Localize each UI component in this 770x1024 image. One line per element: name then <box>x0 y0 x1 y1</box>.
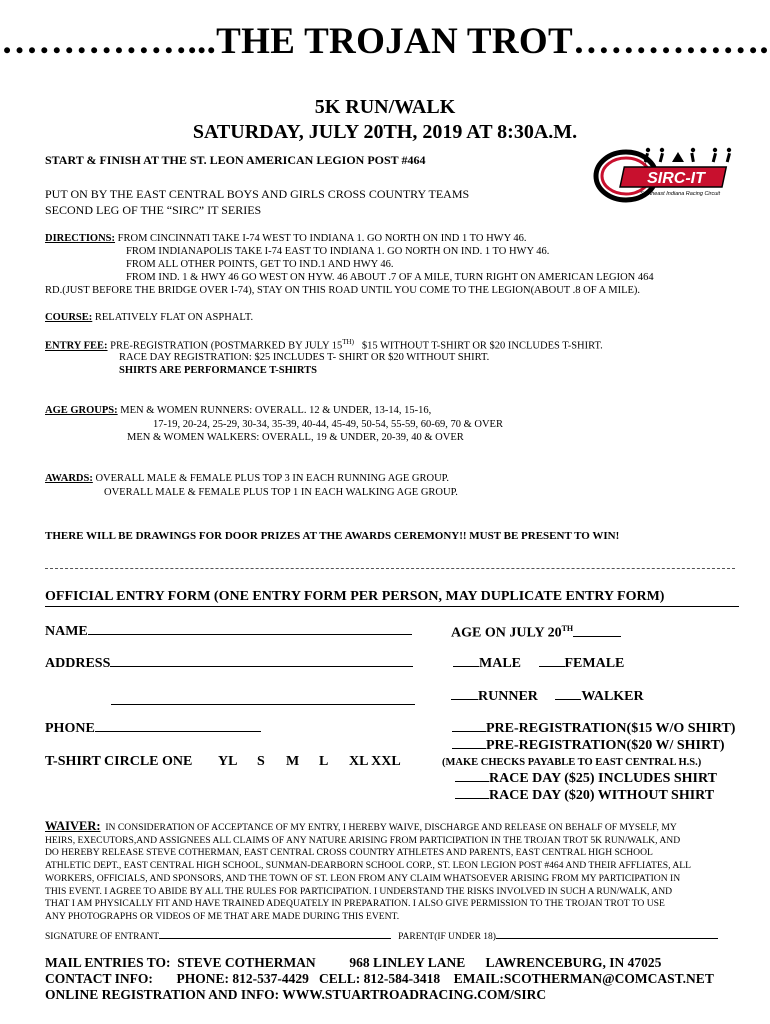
address-row: ADDRESS <box>45 656 413 672</box>
entrant-signature-field[interactable] <box>159 938 391 939</box>
event-date: SATURDAY, JULY 20TH, 2019 AT 8:30A.M. <box>192 121 578 143</box>
course-label: COURSE: <box>45 312 93 323</box>
event-type: 5K RUN/WALK <box>314 96 456 118</box>
waiver-line-2: HEIRS, EXECUTORS,AND ASSIGNEES ALL CLAIMS OF ANY NATURE ARISING FROM PARTICIPATION IN THE TROJAN TROT 5K RUN/WALK, AND <box>45 834 681 846</box>
signature-row: SIGNATURE OF ENTRANT PARENT(IF UNDER 18) <box>45 932 718 942</box>
age-groups-label: AGE GROUPS: <box>45 405 118 416</box>
age-groups-line-3: MEN & WOMEN WALKERS: OVERALL, 19 & UNDER, 20-39, 40 & OVER <box>127 432 464 443</box>
prereg-option-2: PRE-REGISTRATION($20 W/ SHIRT) <box>452 738 725 754</box>
course: COURSE: RELATIVELY FLAT ON ASPHALT. <box>45 312 254 323</box>
age-groups-line-2: 17-19, 20-24, 25-29, 30-34, 35-39, 40-44, 45-49, 50-54, 55-59, 60-69, 70 & OVER <box>153 419 503 430</box>
age-groups-line-1: AGE GROUPS: MEN & WOMEN RUNNERS: OVERALL. 12 & UNDER, 13-14, 15-16, <box>45 405 432 416</box>
contact-info: CONTACT INFO: PHONE: 812-537-4429 CELL: 812-584-3418 EMAIL:SCOTHERMAN@COMCAST.NET <box>45 971 714 986</box>
phone-row: PHONE <box>45 721 261 737</box>
raceday-20-checkbox[interactable] <box>455 798 489 799</box>
name-row: NAME <box>45 624 412 640</box>
sirc-it-logo <box>590 140 740 206</box>
page-title: ……………...THE TROJAN TROT……………. <box>1 21 769 62</box>
directions-line-2: FROM INDIANAPOLIS TAKE I-74 EAST TO INDIANA 1. GO NORTH ON IND. 1 TO HWY 46. <box>126 246 550 257</box>
address-line-2 <box>111 690 415 710</box>
raceday-25-checkbox[interactable] <box>455 781 489 782</box>
waiver-line-8: ANY PHOTOGRAPHS OR VIDEOS OF ME THAT ARE MADE DURING THIS EVENT. <box>45 910 400 922</box>
heading-rule <box>45 606 739 607</box>
waiver-label: WAIVER: <box>45 819 101 833</box>
male-checkbox[interactable] <box>453 666 479 667</box>
name-field[interactable] <box>88 634 412 635</box>
prereg-20-checkbox[interactable] <box>452 748 486 749</box>
waiver-line-7: THAT I AM PHYSICALLY FIT AND HAVE TRAINED ADEQUATELY IN PREPARATION. I ALSO GIVE PERMISSION TO THE TROJAN TROT TO USE <box>45 898 665 910</box>
category-row: RUNNER WALKER <box>451 689 644 705</box>
cut-line <box>45 568 735 569</box>
waiver-line-4: ATHLETIC DEPT., EAST CENTRAL HIGH SCHOOL, SUNMAN-DEARBORN SCHOOL CORP., ST. LEON LEGION POST #464 AND THEIR AFFLIATES, ALL <box>45 860 691 872</box>
waiver-line-3: DO HEREBY RELEASE STEVE COTHERMAN, EAST CENTRAL CROSS COUNTRY ATHLETES AND PARENTS, EAST CENTRAL HIGH SCHOOL <box>45 847 653 859</box>
prereg-option-1: PRE-REGISTRATION($15 W/O SHIRT) <box>452 721 735 737</box>
logo-tagline: Southeast Indiana Racing Circuit <box>639 191 721 197</box>
walker-checkbox[interactable] <box>555 699 581 700</box>
address-field-2[interactable] <box>111 690 415 705</box>
size-l[interactable]: L <box>319 754 329 769</box>
prereg-15-checkbox[interactable] <box>452 731 486 732</box>
female-checkbox[interactable] <box>539 666 565 667</box>
awards-line-2: OVERALL MALE & FEMALE PLUS TOP 1 IN EACH WALKING AGE GROUP. <box>104 487 458 498</box>
directions-line-5: RD.(JUST BEFORE THE BRIDGE OVER I-74), STAY ON THIS ROAD UNTIL YOU COME TO THE LEGION(ABOUT .8 OF A MILE). <box>45 285 641 296</box>
size-s[interactable]: S <box>257 754 265 769</box>
raceday-option-2: RACE DAY ($20) WITHOUT SHIRT <box>455 788 714 804</box>
awards-line-1: AWARDS: OVERALL MALE & FEMALE PLUS TOP 3 IN EACH RUNNING AGE GROUP. <box>45 473 449 484</box>
mail-entries: MAIL ENTRIES TO: STEVE COTHERMAN 968 LINLEY LANE LAWRENCEBURG, IN 47025 <box>45 955 662 970</box>
phone-field[interactable] <box>95 731 261 732</box>
online-registration: ONLINE REGISTRATION AND INFO: WWW.STUARTROADRACING.COM/SIRC <box>45 987 547 1002</box>
age-field[interactable] <box>573 636 621 637</box>
size-xl-xxl[interactable]: XL XXL <box>349 754 401 769</box>
checks-payable-note: (MAKE CHECKS PAYABLE TO EAST CENTRAL H.S.) <box>442 757 702 768</box>
second-leg: SECOND LEG OF THE “SIRC” IT SERIES <box>45 203 262 217</box>
size-m[interactable]: M <box>286 754 300 769</box>
entry-fee-line-3: SHIRTS ARE PERFORMANCE T-SHIRTS <box>119 365 317 376</box>
waiver <box>45 820 691 924</box>
entry-fee-label: ENTRY FEE: <box>45 340 108 352</box>
awards-label: AWARDS: <box>45 473 93 484</box>
waiver-line-5: WORKERS, OFFICIALS, AND SPONSORS, AND THE TOWN OF ST. LEON FROM ANY CLAIM WHATSOEVER ARISING FROM MY PARTICIPATION IN <box>45 872 681 884</box>
address-field[interactable] <box>110 666 413 667</box>
directions-label: DIRECTIONS: <box>45 233 116 244</box>
gender-row: MALE FEMALE <box>453 656 624 672</box>
waiver-line-1: WAIVER: IN CONSIDERATION OF ACCEPTANCE OF MY ENTRY, I HEREBY WAIVE, DISCHARGE AND RELEASE ON BEHALF OF MYSELF, MY <box>45 819 677 833</box>
waiver-line-6: THIS EVENT. I AGREE TO ABIDE BY ALL THE RULES FOR PARTICIPATION. I UNDERSTAND THE RISKS INVOLVED IN SUCH A RUN/WALK, AND <box>45 885 673 897</box>
size-yl[interactable]: YL <box>218 754 238 769</box>
entry-fee-line-2: RACE DAY REGISTRATION: $25 INCLUDES T- SHIRT OR $20 WITHOUT SHIRT. <box>119 352 490 363</box>
directions-line-3: FROM ALL OTHER POINTS, GET TO IND.1 AND HWY 46. <box>126 259 394 270</box>
start-finish: START & FINISH AT THE ST. LEON AMERICAN LEGION POST #464 <box>45 153 426 167</box>
directions-line-4: FROM IND. 1 & HWY 46 GO WEST ON HYW. 46 ABOUT .7 OF A MILE, TURN RIGHT ON AMERICAN LEGION 464 <box>126 272 654 283</box>
runner-checkbox[interactable] <box>451 699 478 700</box>
tshirt-label: T-SHIRT CIRCLE ONE <box>45 754 193 769</box>
raceday-option-1: RACE DAY ($25) INCLUDES SHIRT <box>455 771 717 787</box>
put-on-by: PUT ON BY THE EAST CENTRAL BOYS AND GIRLS CROSS COUNTRY TEAMS <box>45 187 470 201</box>
parent-signature-field[interactable] <box>496 938 718 939</box>
directions-line-1: DIRECTIONS: FROM CINCINNATI TAKE I-74 WEST TO INDIANA 1. GO NORTH ON IND 1 TO HWY 46. <box>45 233 527 244</box>
door-prizes-notice: THERE WILL BE DRAWINGS FOR DOOR PRIZES AT THE AWARDS CEREMONY!! MUST BE PRESENT TO WIN! <box>45 530 620 542</box>
logo-text: SIRC-IT <box>647 170 705 187</box>
age-row: AGE ON JULY 20TH <box>451 624 621 642</box>
entry-fee-line-1: ENTRY FEE: PRE-REGISTRATION (POSTMARKED BY JULY $15^{TH)}$ $15 WITHOUT T-SHIRT OR $20 INCLUDES T-SHIRT. <box>45 338 603 352</box>
entry-form-heading: OFFICIAL ENTRY FORM (ONE ENTRY FORM PER PERSON, MAY DUPLICATE ENTRY FORM) <box>45 589 665 604</box>
